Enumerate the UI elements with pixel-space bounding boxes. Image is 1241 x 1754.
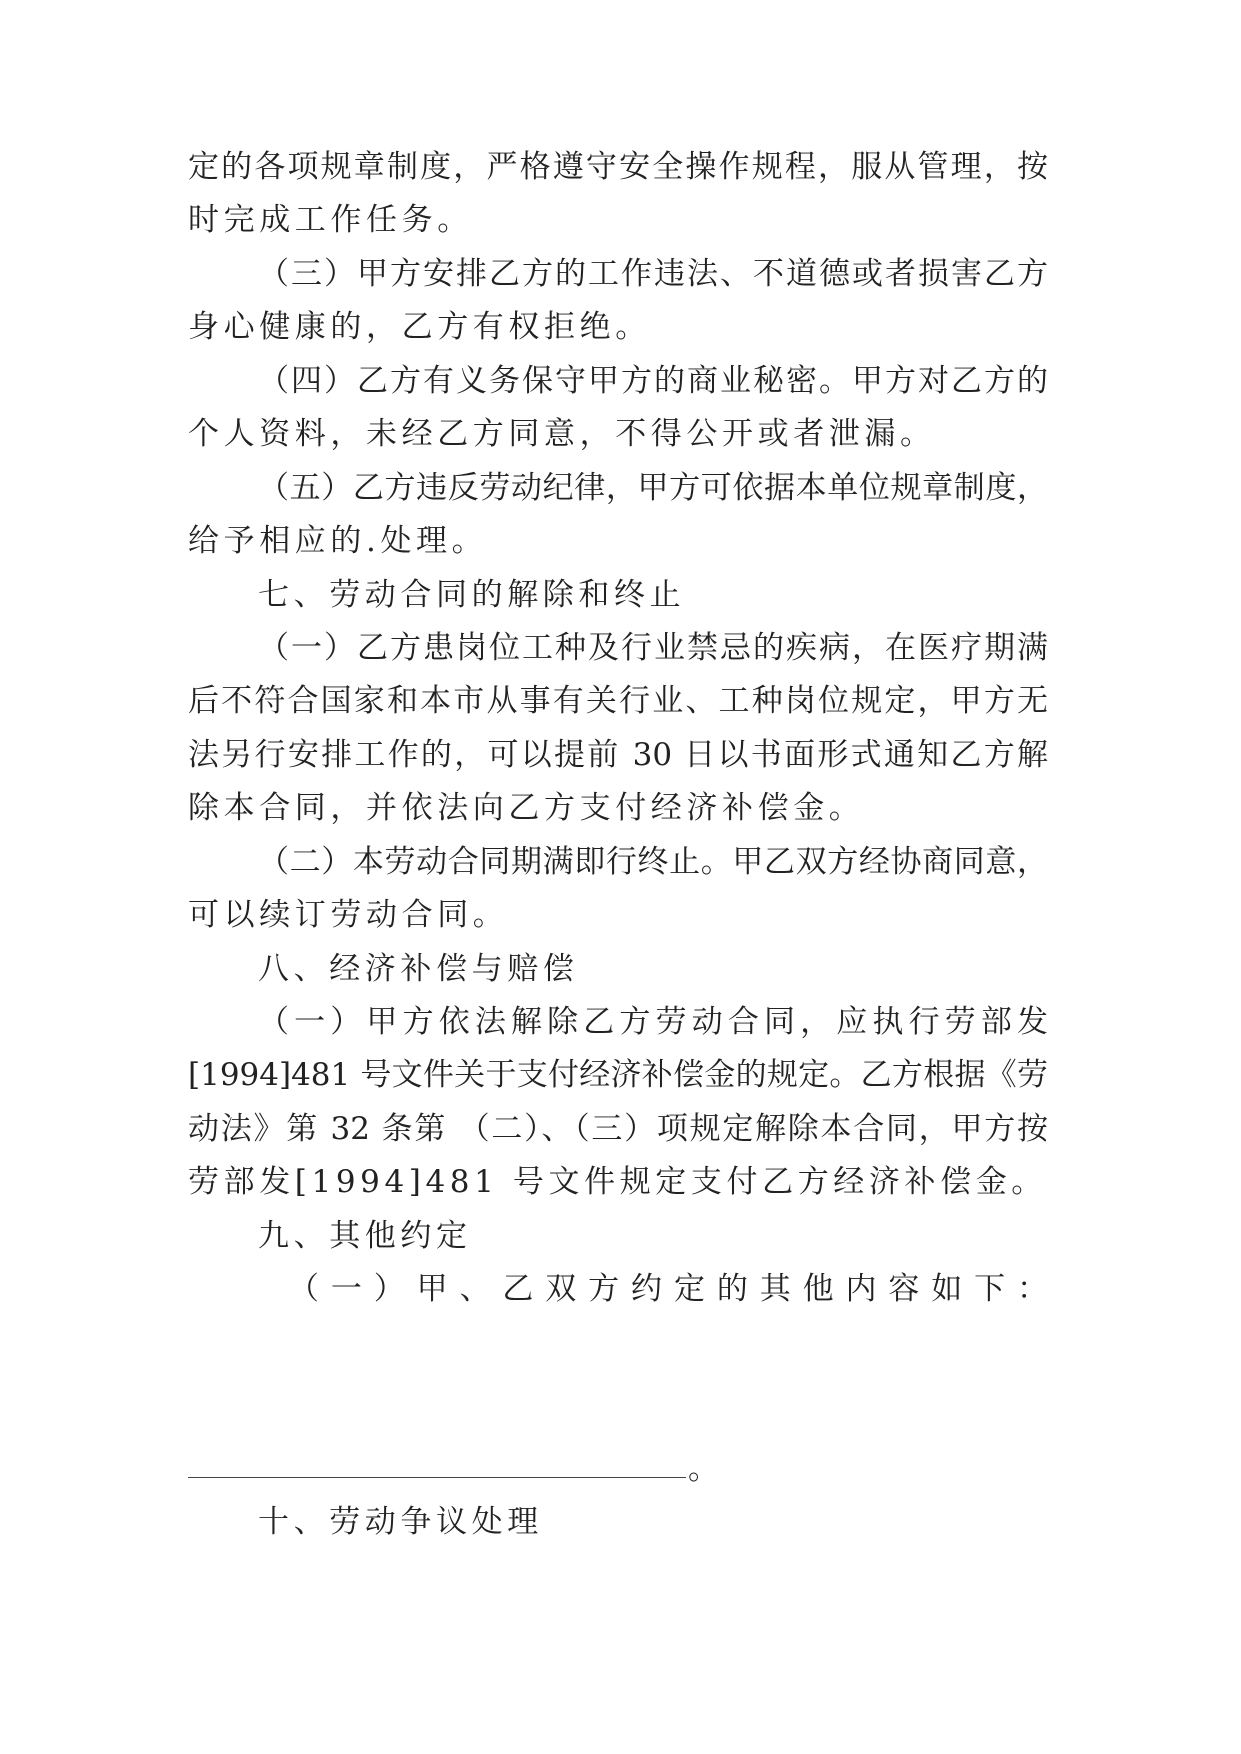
paragraph-line: （一）乙方患岗位工种及行业禁忌的疾病，在医疗期满 bbox=[258, 630, 1048, 666]
fill-in-blank bbox=[188, 1449, 719, 1489]
paragraph-line: 法另行安排工作的，可以提前 30 日以书面形式通知乙方解 bbox=[188, 737, 1048, 773]
section-heading: 九、其他约定 bbox=[258, 1218, 472, 1254]
section-heading: 八、经济补偿与赔偿 bbox=[258, 951, 579, 987]
paragraph-line: 后不符合国家和本市从事有关行业、工种岗位规定，甲方无 bbox=[188, 683, 1048, 719]
paragraph-line: 时完成工作任务。 bbox=[188, 202, 473, 238]
paragraph-line: [1994]481 号文件关于支付经济补偿金的规定。乙方根据《劳 bbox=[188, 1057, 1048, 1093]
paragraph-line: 个人资料，未经乙方同意，不得公开或者泄漏。 bbox=[188, 416, 936, 452]
paragraph-line: （一）甲方依法解除乙方劳动合同，应执行劳部发 bbox=[258, 1004, 1048, 1040]
paragraph-line: （一）甲、乙双方约定的其他内容如下： bbox=[288, 1271, 1048, 1307]
paragraph-line: （五）乙方违反劳动纪律，甲方可依据本单位规章制度， bbox=[258, 470, 1048, 506]
paragraph-line: 除本合同，并依法向乙方支付经济补偿金。 bbox=[188, 790, 865, 826]
paragraph-line: 给予相应的.处理。 bbox=[188, 523, 488, 559]
section-heading: 七、劳动合同的解除和终止 bbox=[258, 577, 686, 613]
paragraph-line: 身心健康的，乙方有权拒绝。 bbox=[188, 309, 651, 345]
section-heading: 十、劳动争议处理 bbox=[258, 1504, 543, 1540]
paragraph-line: （二）本劳动合同期满即行终止。甲乙双方经协商同意， bbox=[258, 844, 1048, 880]
paragraph-line: 定的各项规章制度，严格遵守安全操作规程，服从管理，按 bbox=[188, 149, 1048, 185]
paragraph-line: （三）甲方安排乙方的工作违法、不道德或者损害乙方 bbox=[258, 256, 1048, 292]
blank-period: 。 bbox=[688, 1451, 719, 1487]
paragraph-line: 可以续订劳动合同。 bbox=[188, 897, 509, 933]
paragraph-line: 动法》第 32 条第 （二）、（三）项规定解除本合同，甲方按 bbox=[188, 1111, 1048, 1147]
paragraph-line: （四）乙方有义务保守甲方的商业秘密。甲方对乙方的 bbox=[258, 363, 1048, 399]
paragraph-line: 劳部发[1994]481 号文件规定支付乙方经济补偿金。 bbox=[188, 1164, 1047, 1200]
blank-underline bbox=[188, 1477, 686, 1478]
